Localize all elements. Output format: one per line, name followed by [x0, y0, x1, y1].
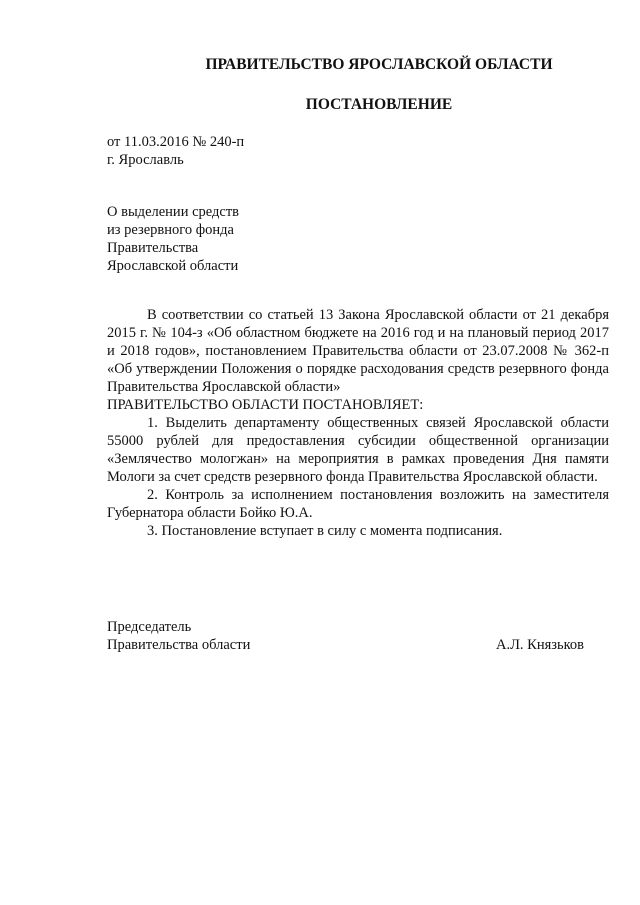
item-paragraph: 2. Контроль за исполнением постановления возложить на заместителя Губернатора области Бойко Ю.А. [107, 487, 609, 521]
preamble-paragraph: В соответствии со статьей 13 Закона Ярославской области от 21 декабря 2015 г. № 104-з «Об областном бюджете на 2016 год и на плановый период 2017 и 2018 годов», постановлением Правительства области от 23.07.2008 № 362-п «Об утверждении Положения о порядке расходования средств резервного фонда Правительства Ярославской области» [107, 307, 609, 395]
signature-title-line: Председатель [107, 619, 192, 635]
signatory-name: А.Л. Князьков [496, 637, 585, 653]
subject-block [107, 203, 239, 275]
document-type-heading: ПОСТАНОВЛЕНИЕ [305, 96, 453, 113]
document-body [107, 306, 609, 540]
subject-line: Ярославской области [107, 258, 239, 274]
subject-line: О выделении средств [107, 204, 240, 220]
item-paragraph: 3. Постановление вступает в силу с момента подписания. [147, 523, 503, 539]
government-heading: ПРАВИТЕЛЬСТВО ЯРОСЛАВСКОЙ ОБЛАСТИ [205, 56, 553, 73]
date-number: от 11.03.2016 № 240-п [107, 134, 245, 150]
place: г. Ярославль [107, 152, 184, 168]
resolves-line: ПРАВИТЕЛЬСТВО ОБЛАСТИ ПОСТАНОВЛЯЕТ: [107, 397, 424, 413]
subject-line: из резервного фонда [107, 222, 234, 238]
signature-title [107, 618, 250, 654]
item-paragraph: 1. Выделить департаменту общественных связей Ярославской области 55000 рублей для предоставления субсидии общественной организации «Землячество мологжан» на мероприятия в рамках проведения Дня памяти Мологи за счет средств резервного фонда Правительства Ярославской области. [107, 415, 609, 485]
signature-title-line: Правительства области [107, 637, 251, 653]
subject-line: Правительства [107, 240, 199, 256]
